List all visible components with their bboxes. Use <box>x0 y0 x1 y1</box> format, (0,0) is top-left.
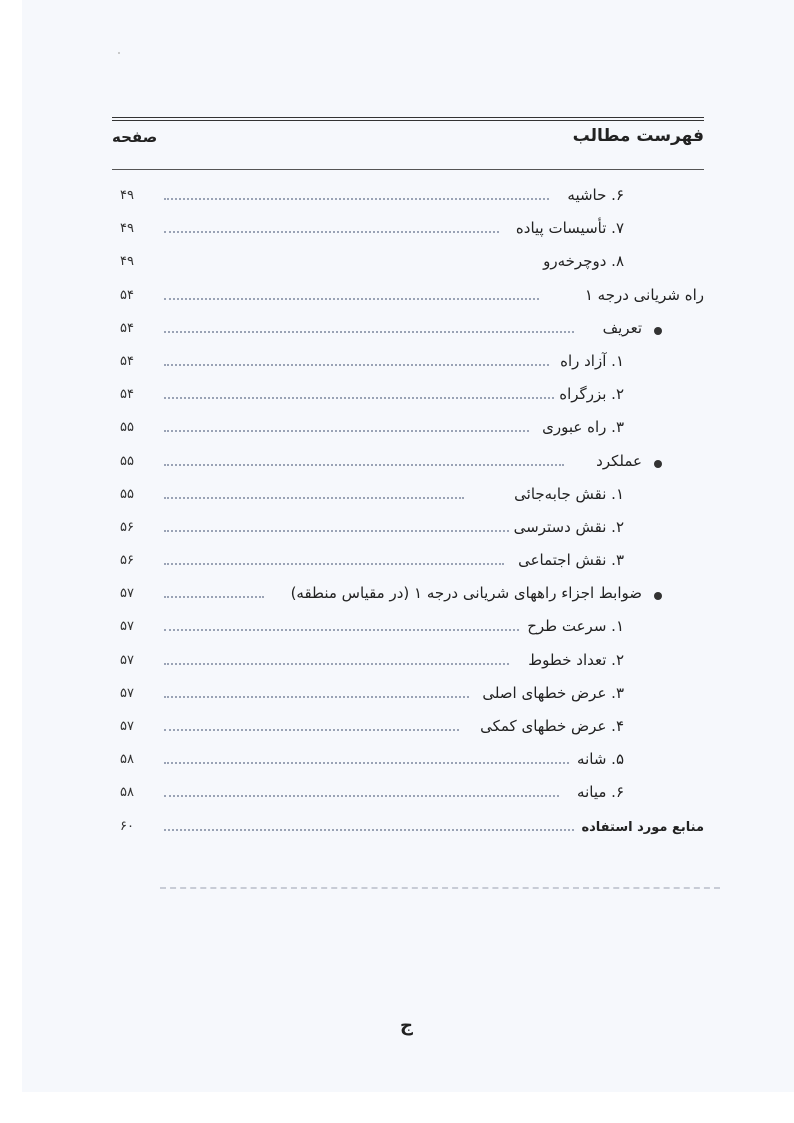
leader-dots <box>164 596 264 598</box>
leader-dots <box>164 696 469 698</box>
leader-dots <box>164 530 509 532</box>
toc-entry[interactable] <box>112 711 704 744</box>
leader-dots <box>164 331 574 333</box>
toc-entry-page: ۵۸ <box>120 752 134 768</box>
leader-dots <box>164 729 459 731</box>
toc-entry-title: ۷. تأسیسات پیاده <box>515 219 624 238</box>
toc-entry[interactable] <box>112 246 704 279</box>
toc-entry-title: ۲. نقش دسترسی <box>513 517 624 536</box>
toc-entry-page: ۵۷ <box>120 619 134 635</box>
header-bottom-rule <box>112 169 704 170</box>
leader-dots <box>164 364 549 366</box>
toc-entry[interactable] <box>112 777 704 810</box>
toc-entry-page: ۵۸ <box>120 785 134 801</box>
toc-entry[interactable] <box>112 578 704 611</box>
toc-entry-title: ۲. بزرگراه <box>559 385 624 404</box>
toc-entry-title: ۶. حاشیه <box>567 186 624 204</box>
toc-entry-title: ۴. عرض خطهای کمکی <box>480 717 624 735</box>
toc-entry-page: ۵۶ <box>120 519 134 535</box>
leader-dots <box>164 231 499 233</box>
toc-entry-page: ۶۰ <box>120 818 134 834</box>
toc-entry[interactable] <box>112 645 704 678</box>
toc-entry-page: ۵۶ <box>120 553 134 569</box>
toc-entry[interactable] <box>112 379 704 412</box>
leader-dots <box>164 663 509 665</box>
toc-entry[interactable] <box>112 479 704 512</box>
toc-entry-title: ۲. تعداد خطوط <box>528 650 624 669</box>
toc-list <box>112 180 704 844</box>
footer-rule <box>160 887 720 889</box>
toc-entry[interactable] <box>112 611 704 644</box>
toc-entry-page: ۵۷ <box>120 685 134 701</box>
leader-dots <box>164 563 504 565</box>
toc-entry[interactable] <box>112 280 704 313</box>
leader-dots <box>164 397 554 399</box>
toc-entry-page: ۵۷ <box>120 586 134 602</box>
toc-entry-page: ۵۴ <box>120 353 134 369</box>
toc-entry[interactable] <box>112 678 704 711</box>
leader-dots <box>164 795 559 797</box>
scan-speck <box>118 52 120 54</box>
leader-dots <box>164 829 574 831</box>
toc-entry-page: ۴۹ <box>120 188 134 203</box>
toc-entry-page: ۵۵ <box>120 486 134 502</box>
toc-entry-page: ۵۴ <box>120 287 134 303</box>
toc-entry[interactable] <box>112 412 704 445</box>
toc-entry[interactable] <box>112 213 704 246</box>
toc-entry-title: ۱. نقش جابه‌جائی <box>514 484 624 503</box>
toc-entry[interactable] <box>112 545 704 578</box>
toc-entry-title: ۸. دوچرخه‌رو <box>543 252 624 271</box>
leader-dots <box>164 464 564 466</box>
toc-entry-title: تعریف <box>602 318 642 337</box>
toc-entry-title: ۳. راه عبوری <box>542 418 624 437</box>
leader-dots <box>164 298 539 300</box>
toc-entry[interactable] <box>112 346 704 379</box>
leader-dots <box>164 497 464 499</box>
toc-entry-page: ۵۷ <box>120 719 134 734</box>
toc-entry-page: ۵۴ <box>120 387 134 403</box>
toc-entry-page: ۴۹ <box>120 221 134 237</box>
toc-entry-title: ۵. شانه <box>577 750 624 769</box>
page-number: ج <box>400 1015 413 1036</box>
toc-entry-title: ۳. عرض خطهای اصلی <box>482 683 624 702</box>
toc-entry[interactable] <box>112 313 704 346</box>
toc-heading: فهرست مطالب <box>572 126 704 146</box>
toc-entry[interactable] <box>112 446 704 479</box>
leader-dots <box>164 198 549 200</box>
page-column-heading: صفحه <box>112 128 158 146</box>
toc-entry[interactable] <box>112 811 704 844</box>
toc-entry-page: ۵۵ <box>120 453 134 469</box>
toc-entry-title: عملکرد <box>596 451 642 470</box>
bullet-icon <box>654 592 662 600</box>
toc-entry-page: ۴۹ <box>120 254 134 270</box>
toc-entry-title: ۱. آزاد راه <box>560 351 624 370</box>
toc-entry-title: ۱. سرعت طرح <box>527 617 624 636</box>
toc-entry[interactable] <box>112 744 704 777</box>
bullet-icon <box>654 327 662 335</box>
toc-entry-title: ۶. میانه <box>577 783 624 802</box>
header-top-rule <box>112 117 704 121</box>
leader-dots <box>164 762 569 764</box>
toc-entry-title: راه شریانی درجه ۱ <box>584 285 704 304</box>
leader-dots <box>164 629 519 631</box>
toc-entry-page: ۵۵ <box>120 420 134 436</box>
toc-entry-page: ۵۷ <box>120 652 134 668</box>
toc-entry-title: منابع مورد استفاده <box>581 819 704 835</box>
toc-entry[interactable] <box>112 512 704 545</box>
toc-entry-title: ۳. نقش اجتماعی <box>518 551 624 570</box>
toc-entry-title: ضوابط اجزاء راههای شریانی درجه ۱ (در مقیاس منطقه) <box>290 584 642 603</box>
leader-dots <box>164 430 529 432</box>
toc-entry[interactable] <box>112 180 704 213</box>
toc-entry-page: ۵۴ <box>120 320 134 336</box>
bullet-icon <box>654 460 662 468</box>
